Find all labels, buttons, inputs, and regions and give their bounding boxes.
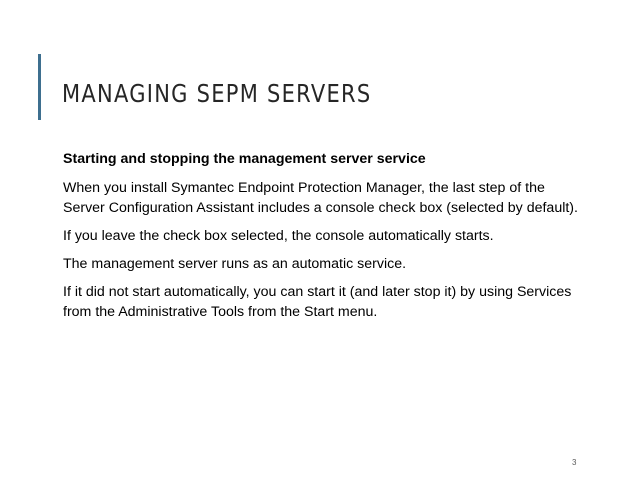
title-accent-bar — [38, 54, 41, 120]
paragraph-install: When you install Symantec Endpoint Protection Manager, the last step of the Server Configuration Assistant includes a console check box (selected by default). — [63, 180, 578, 216]
paragraph-console-starts: If you leave the check box selected, the console automatically starts. — [63, 228, 494, 244]
slide-body — [63, 149, 583, 330]
page-number: 3 — [572, 458, 577, 467]
section-subtitle: Starting and stopping the management server service — [63, 151, 426, 167]
paragraph-automatic-service: The management server runs as an automatic service. — [63, 256, 407, 272]
paragraph-manual-start: If it did not start automatically, you can start it (and later stop it) by using Services from the Administrative Tools from the Start menu. — [63, 284, 572, 320]
slide-title: MANAGING SEPM SERVERS — [62, 79, 372, 108]
